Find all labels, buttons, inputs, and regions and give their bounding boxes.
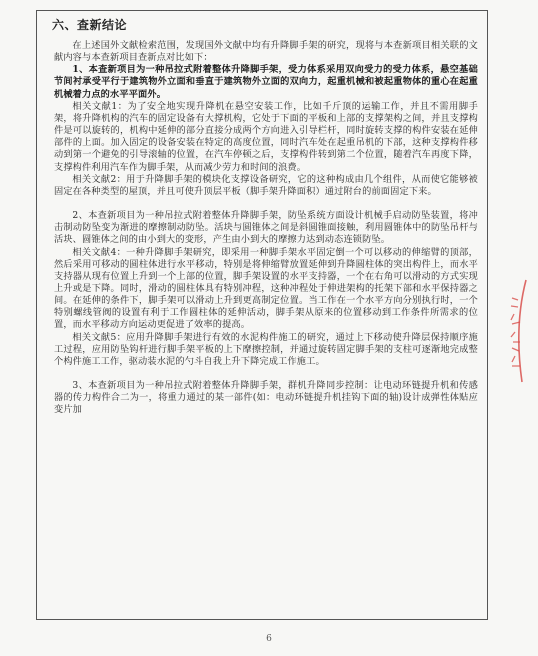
document-body	[54, 40, 478, 417]
section-heading: 六、查新结论	[52, 18, 128, 32]
novelty-point-1: 1、本查新项目为一种吊拉式附着整体升降脚手架，受力体系采用双向受力的受力体系，悬空基础节间衬承受平行于建筑物外立面和垂直于建筑物外立面的双向力，起重机械和被起重物体的重心在起重机械着力点的水平平面外。	[54, 64, 478, 100]
related-document-1: 相关文献1：为了安全地实现升降机在悬空安装工作，比如千斤顶的运输工作，并且不需用脚手架，将升降机构的汽车的固定设备有大撑机构，它处于下面的平板和上部的支撑架构之间，并且支撑构件是可以旋转的，机构中延伸的部分直接分成两个方向进入引导栏杆，同时旋转支撑的构件安装在延伸部件的上面。加入固定的设备安装在特定的高度位置，同时汽车处在起重吊机的下部，这种支撑构件移动到第一个避免的引导滚轴的位置，在汽车停顿之后，支撑构件转到第二个位置，随着汽车再度下降，支撑构件利用汽车作为脚手架，从而减少劳力和时间的浪费。	[54, 100, 478, 173]
related-document-4: 相关文献4：一种升降脚手架研究，即采用一种脚手架水平固定倒一个可以移动的伸缩臂的顶部，然后采用可移动的圆柱体进行水平移动，特别是将伸缩臂放置延伸到升降圆柱体的突出构件上，而水平支持器从现有位置上升到一个上部的位置，脚手架设置的水平支持器，一个在右角可以滑动的方式实现上升或是下降。同时，滑动的圆柱体具有特别冲程，这种冲程处于伸进架构的托架下部和水平保持器之间。在延伸的条件下，脚手架可以滑动上升到更高制定位置。当工作在一个水平方向分别执行时，一个特别螺线管阀的设置有利于工作圆柱体的延伸活动，脚手架从原来的位置移动到工作条件所需求的位置，而水平移动方向运动更促进了效率的提高。	[54, 246, 478, 331]
red-seal-stamp	[506, 276, 532, 386]
page-number: 6	[266, 634, 272, 644]
novelty-point-2: 2、本查新项目为一种吊拉式附着整体升降脚手架，防坠系统方面设计机械手启动防坠装置，将冲击制动防坠变为渐进的摩擦制动防坠。活块与圆锥体之间是斜圆锥面接触，利用圆锥体中的防坠吊杆与活块、圆锥体之间的由小到大的变形，产生由小到大的摩擦力达到动态连锁防坠。	[54, 210, 478, 246]
related-document-2: 相关文献2：用于升降脚手架的模块化支撑设备研究，它的这种构成由几个组件，从而使它能够被固定在各种类型的屋顶，并且可使升顶层平板（脚手架升降面积）通过附台的前面固定下来。	[54, 173, 478, 197]
novelty-point-3: 3、本查新项目为一种吊拉式附着整体升降脚手架，群机升降同步控制：让电动环链提升机和传感器的传力构件合二为一，将重力通过的某一部件(如：电动环链提升机挂钩下面的轴)设计成弹性体贴应变片加	[54, 380, 478, 416]
intro-paragraph: 在上述国外文献检索范围，发现国外文献中均有升降脚手架的研究，现将与本查新项目相关联的文献内容与本查新项目查新点对比如下：	[54, 40, 478, 64]
related-document-5: 相关文献5：应用升降脚手架进行有效的水泥构件施工的研究，通过上下移动使升降层保持顺序施工过程，应用防坠钩杆进行脚手架平板的上下摩擦控制，并通过旋转固定脚手架的支柱可逐渐地完成整个构件施工工作，驱动装水泥的勺斗自我上升下降完成工作施工。	[54, 331, 478, 367]
